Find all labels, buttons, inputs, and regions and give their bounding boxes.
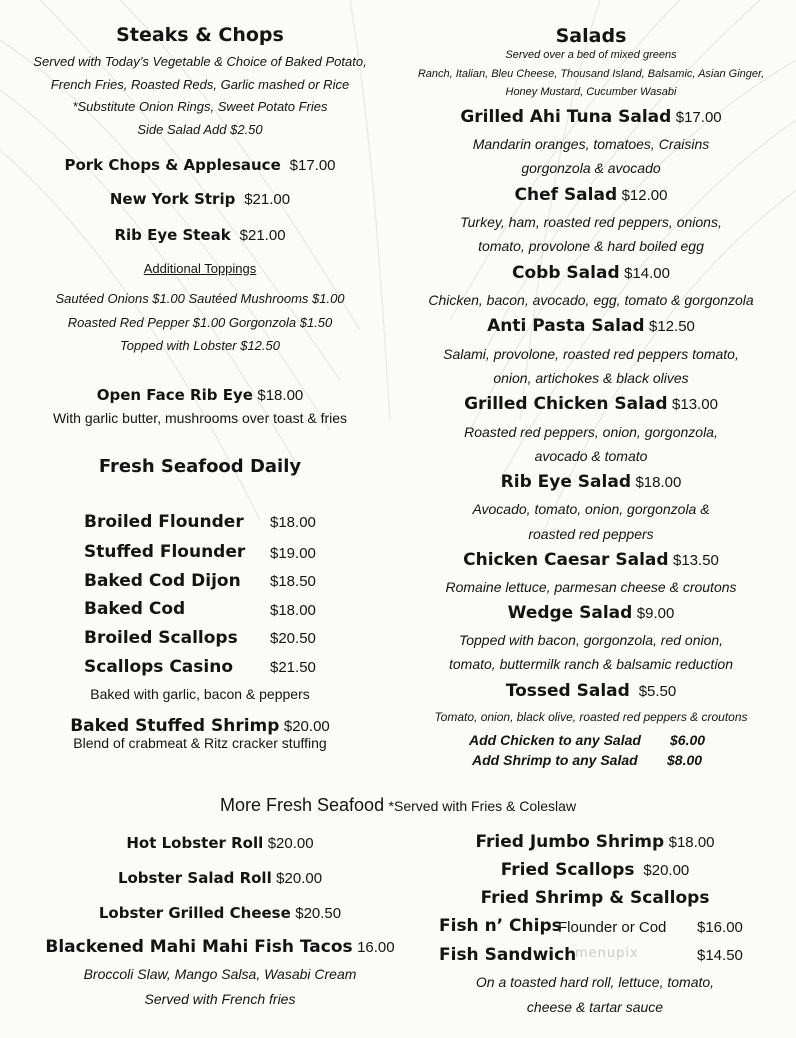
item-desc: Topped with bacon, gorgonzola, red onion, — [458, 632, 724, 648]
salads-sub: Honey Mustard, Cucumber Wasabi — [505, 86, 677, 98]
menu-item — [0, 226, 400, 245]
item-name: Rib Eye Steak — [114, 226, 231, 244]
steaks-desc: Side Salad Add $2.50 — [137, 122, 263, 137]
addon-label: Add Chicken to any Salad — [469, 732, 641, 748]
item-price: $16.00 — [697, 919, 743, 936]
item-name: Cobb Salad — [512, 263, 620, 283]
item-name: Broiled Scallops — [84, 628, 238, 648]
item-name: Grilled Chicken Salad — [464, 394, 668, 414]
toppings-line: Roasted Red Pepper $1.00 Gorgonzola $1.50 — [67, 315, 333, 330]
item-name: Stuffed Flounder — [84, 542, 246, 562]
item-name: Tossed Salad — [505, 681, 630, 701]
steaks-desc: *Substitute Onion Rings, Sweet Potato Fries — [72, 99, 328, 114]
item-price: $18.00 — [635, 474, 682, 491]
item-name: Fried Scallops — [500, 860, 635, 880]
item-name: New York Strip — [109, 190, 236, 208]
item-name: Fried Jumbo Shrimp — [475, 832, 665, 852]
item-name: Fish n’ Chips — [439, 916, 562, 936]
item-price: $9.00 — [636, 605, 675, 622]
item-name: Baked Cod — [84, 599, 186, 619]
menu-item — [0, 904, 440, 923]
item-desc: Salami, provolone, roasted red peppers tomato, — [443, 346, 739, 362]
item-name: Chef Salad — [514, 185, 618, 205]
item-price: $20.50 — [295, 905, 342, 922]
item-price: $13.50 — [673, 552, 719, 569]
steaks-title: Steaks & Chops — [116, 24, 284, 46]
item-price: $21.50 — [270, 659, 316, 676]
item-price: 16.00 — [357, 939, 395, 956]
item-price: $20.50 — [270, 630, 316, 647]
item-desc: With garlic butter, mushrooms over toast & fries — [52, 410, 348, 426]
menu-item — [400, 832, 790, 852]
item-price: $20.00 — [283, 718, 330, 735]
salads-title: Salads — [555, 25, 627, 47]
item-name: Anti Pasta Salad — [487, 316, 645, 336]
item-price: $21.00 — [244, 191, 291, 208]
item-desc: Broccoli Slaw, Mango Salsa, Wasabi Cream — [83, 966, 357, 982]
item-price: $18.00 — [257, 387, 304, 404]
item-name: Lobster Grilled Cheese — [98, 904, 291, 922]
item-name: Broiled Flounder — [84, 512, 244, 532]
addon-label: Add Shrimp to any Salad — [472, 752, 638, 768]
item-name: Wedge Salad — [507, 603, 633, 623]
item-name: Pork Chops & Applesauce — [64, 156, 281, 174]
item-desc: onion, artichokes & black olives — [493, 370, 689, 386]
more-seafood-title: More Fresh Seafood — [220, 795, 385, 815]
item-price: $18.00 — [668, 834, 715, 851]
menu-item — [396, 185, 786, 205]
menu-item — [396, 107, 786, 127]
menu-item — [396, 263, 786, 283]
salads-sub: Served over a bed of mixed greens — [505, 49, 677, 61]
item-price: $12.50 — [649, 318, 695, 335]
menu-item — [400, 860, 790, 880]
item-desc: roasted red peppers — [528, 526, 654, 542]
menu-item — [0, 386, 400, 405]
item-note: Flounder or Cod — [558, 919, 667, 936]
item-price: $17.00 — [289, 157, 336, 174]
item-price: $20.00 — [267, 835, 314, 852]
steaks-desc: French Fries, Roasted Reds, Garlic mashed or Rice — [50, 77, 350, 92]
item-desc: avocado & tomato — [534, 448, 648, 464]
item-name: Fish Sandwich — [439, 945, 577, 965]
item-price: $5.50 — [638, 683, 677, 700]
menu-item — [0, 937, 440, 957]
watermark: menupix — [575, 946, 639, 961]
item-name: Chicken Caesar Salad — [463, 550, 669, 570]
item-price: $20.00 — [643, 862, 690, 879]
item-price: $19.00 — [270, 545, 316, 562]
item-name: Baked Stuffed Shrimp — [70, 716, 280, 736]
salads-sub: Ranch, Italian, Bleu Cheese, Thousand Island, Balsamic, Asian Ginger, — [417, 68, 765, 80]
item-desc: cheese & tartar sauce — [526, 999, 664, 1015]
menu-item — [396, 316, 786, 336]
item-desc: Blend of crabmeat & Ritz cracker stuffing — [73, 735, 327, 751]
item-desc: tomato, provolone & hard boiled egg — [478, 238, 704, 254]
item-name: Open Face Rib Eye — [96, 386, 253, 404]
item-price: $12.00 — [621, 187, 668, 204]
item-name: Rib Eye Salad — [500, 472, 631, 492]
toppings-line: Topped with Lobster $12.50 — [120, 338, 280, 353]
menu-item — [396, 472, 786, 492]
menu-item — [396, 603, 786, 623]
menu-item — [0, 834, 440, 853]
menu-item — [396, 394, 786, 414]
more-seafood-heading — [220, 795, 576, 816]
item-price: $20.00 — [276, 870, 323, 887]
menu-item — [396, 681, 786, 701]
addon-price: $6.00 — [670, 732, 706, 748]
item-name: Baked Cod Dijon — [84, 571, 241, 591]
item-price: $18.50 — [270, 573, 316, 590]
more-seafood-note: *Served with Fries & Coleslaw — [388, 798, 577, 814]
item-price: $18.00 — [270, 602, 316, 619]
item-price: $13.00 — [672, 396, 718, 413]
item-price: $14.50 — [697, 947, 743, 964]
item-desc: Turkey, ham, roasted red peppers, onions, — [460, 214, 722, 230]
menu-item — [0, 869, 440, 888]
menu-item — [396, 550, 786, 570]
item-price: $18.00 — [270, 514, 316, 531]
item-price: $21.00 — [239, 227, 286, 244]
item-name: Hot Lobster Roll — [126, 834, 264, 852]
addon-price: $8.00 — [667, 752, 703, 768]
item-name: Scallops Casino — [84, 657, 234, 677]
item-desc: Roasted red peppers, onion, gorgonzola, — [464, 424, 718, 440]
item-name: Grilled Ahi Tuna Salad — [460, 107, 672, 127]
item-desc: Mandarin oranges, tomatoes, Craisins — [472, 136, 710, 152]
item-desc: gorgonzola & avocado — [521, 160, 661, 176]
item-desc: Romaine lettuce, parmesan cheese & croutons — [445, 579, 737, 595]
item-desc: Avocado, tomato, onion, gorgonzola & — [472, 501, 710, 517]
item-desc: On a toasted hard roll, lettuce, tomato, — [475, 974, 715, 990]
toppings-title: Additional Toppings — [143, 261, 257, 276]
item-desc: Tomato, onion, black olive, roasted red peppers & croutons — [434, 710, 748, 724]
item-desc: Chicken, bacon, avocado, egg, tomato & gorgonzola — [428, 292, 754, 308]
menu-item — [400, 888, 790, 908]
item-name: Fried Shrimp & Scallops — [480, 888, 710, 908]
steaks-desc: Served with Today’s Vegetable & Choice of Baked Potato, — [33, 54, 367, 69]
item-name: Blackened Mahi Mahi Fish Tacos — [45, 937, 353, 957]
menu-item — [0, 716, 400, 736]
item-price: $14.00 — [624, 265, 670, 282]
menu-item — [0, 156, 400, 175]
seafood-title: Fresh Seafood Daily — [98, 456, 302, 477]
toppings-line: Sautéed Onions $1.00 Sautéed Mushrooms $1.00 — [55, 291, 345, 306]
item-desc: Baked with garlic, bacon & peppers — [90, 686, 310, 702]
item-price: $17.00 — [675, 109, 722, 126]
item-desc: tomato, buttermilk ranch & balsamic reduction — [448, 656, 733, 672]
item-name: Lobster Salad Roll — [117, 869, 272, 887]
item-desc: Served with French fries — [144, 991, 296, 1007]
menu-item — [0, 190, 400, 209]
